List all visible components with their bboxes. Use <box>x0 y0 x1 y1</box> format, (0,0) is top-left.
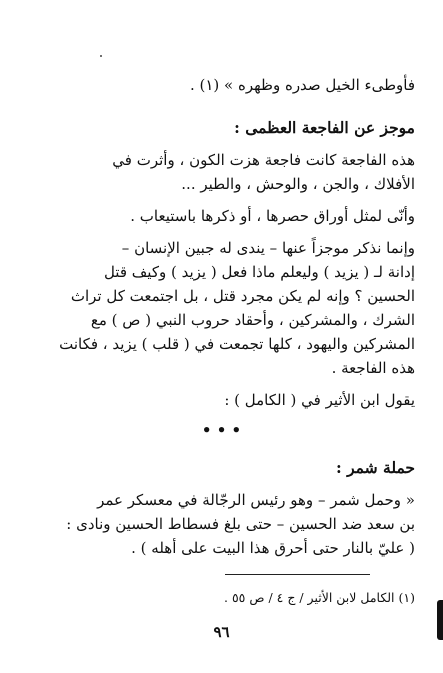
paragraph-line: وإنما نذكر موجزاً عنها – يندى له جبين الإنسان – <box>121 239 415 257</box>
paragraph-line: المشركين واليهود ، كلها تجمعت في ( قلب ) يزيد ، فكانت <box>59 335 415 353</box>
section-separator: • • • <box>201 421 242 439</box>
page-number: ٩٦ <box>213 623 230 641</box>
scan-speck <box>100 55 102 57</box>
quote-line: بن سعد ضد الحسين – حتى بلغ فسطاط الحسين ونادى : <box>66 515 415 533</box>
footnote-separator <box>225 574 370 575</box>
paragraph-line: الحسين ؟ وإنه لم يكن مجرد قتل ، بل اجتمعت كل تراث <box>70 287 415 305</box>
paragraph-line: إدانة لـ ( يزيد ) وليعلم ماذا فعل ( يزيد ) وكيف قتل <box>103 263 415 281</box>
paragraph-line: هذه الفاجعة . <box>331 359 415 377</box>
paragraph-line: الشرك ، والمشركين ، وأحقاد حروب النبي ( ص ) مع <box>90 311 415 329</box>
quote-line: « وحمل شمر – وهو رئيس الرجّالة في معسكر عمر <box>97 491 415 509</box>
paragraph-line: الأفلاك ، والجن ، والوحش ، والطير ... <box>181 175 415 193</box>
paragraph-line: وأنّى لمثل أوراق حصرها ، أو ذكرها باستيعاب . <box>130 207 415 225</box>
footnote: (١) الكامل لابن الأثير / ج ٤ / ص ٥٥ . <box>224 590 415 605</box>
paragraph-line: هذه الفاجعة كانت فاجعة هزت الكون ، وأثرت في <box>112 151 415 169</box>
section-heading-shimr: حملة شمر : <box>336 458 415 477</box>
quote-intro-line: يقول ابن الأثير في ( الكامل ) : <box>224 391 415 409</box>
section-heading-summary: موجز عن الفاجعة العظمى : <box>234 118 415 137</box>
quote-line: ( عليّ بالنار حتى أحرق هذا البيت على أهله ) . <box>131 539 415 557</box>
quote-ending-line: فأوطىء الخيل صدره وظهره » (١) . <box>189 76 415 94</box>
page-edge-mark <box>437 600 443 640</box>
